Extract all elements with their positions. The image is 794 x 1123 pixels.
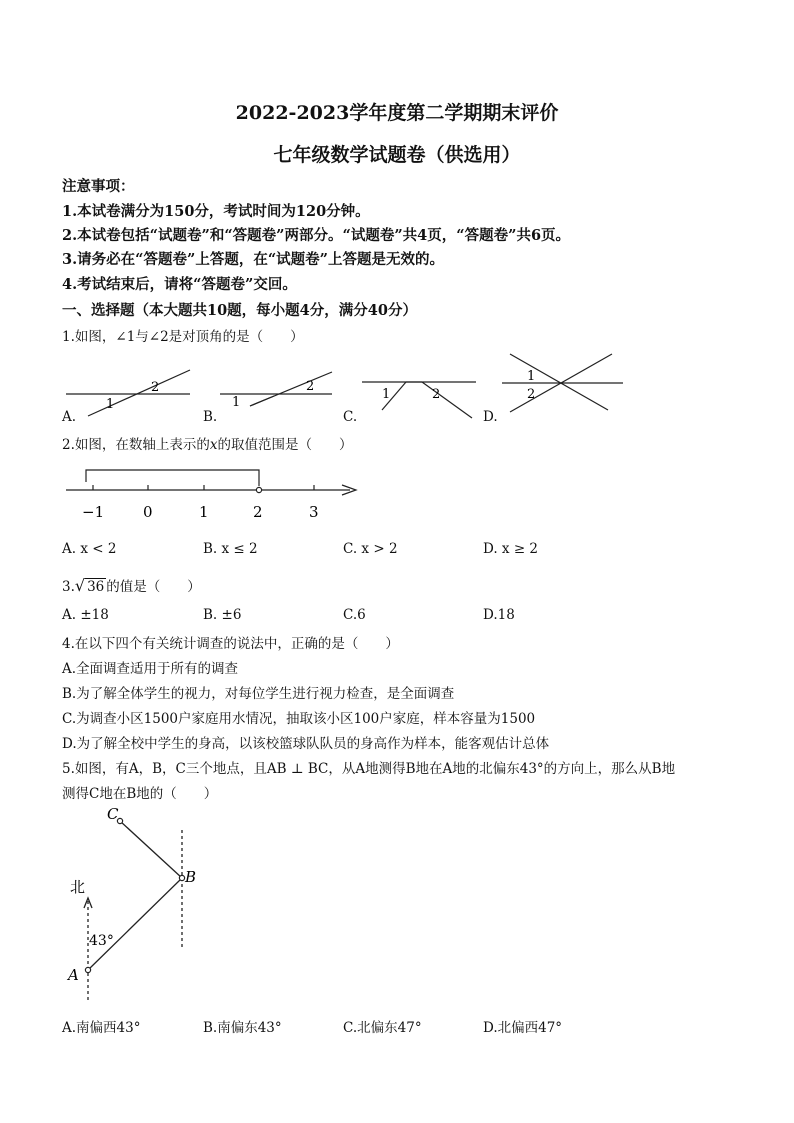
- exam-title: 2022-2023学年度第二学期期末评价: [235, 102, 559, 124]
- q1a-angle-2: 2: [151, 380, 160, 395]
- q5-option-c: C.北偏东47°: [343, 1020, 422, 1036]
- q3-stem: 3.√ 36 的值是（ ）: [62, 576, 201, 595]
- q2-variable: x: [209, 437, 218, 453]
- section-heading: 一、选择题（本大题共10题，每小题4分，满分40分）: [62, 302, 417, 319]
- q1-figure-d: [502, 354, 623, 412]
- q5-point-a: A: [68, 966, 79, 984]
- q5-option-a: A.南偏西43°: [62, 1020, 141, 1036]
- q1-stem: 1.如图，∠1与∠2是对顶角的是（ ）: [62, 329, 304, 345]
- q2-tick-1: 1: [199, 503, 209, 521]
- q4-stem: 4.在以下四个有关统计调查的说法中，正确的是（ ）: [62, 636, 399, 652]
- q2-option-b: B. x ≤ 2: [203, 541, 258, 557]
- q1b-angle-2: 2: [306, 379, 315, 394]
- q1-option-c: C.: [343, 409, 358, 425]
- q2-tick-3: 3: [309, 503, 319, 521]
- q1-option-a: A.: [62, 409, 77, 425]
- q4-option-b: B.为了解全体学生的视力，对每位学生进行视力检查，是全面调查: [62, 686, 455, 702]
- q1c-angle-1: 1: [382, 387, 391, 402]
- note-1: 1.本试卷满分为150分，考试时间为120分钟。: [62, 203, 370, 220]
- q1d-angle-2: 2: [527, 387, 536, 402]
- q1b-angle-1: 1: [232, 395, 241, 410]
- q2-option-a: A. x < 2: [62, 541, 117, 557]
- q2-stem: 2.如图，在数轴上表示的x的取值范围是（ ）: [62, 437, 353, 453]
- q2-option-c: C. x > 2: [343, 541, 398, 557]
- exam-subtitle: 七年级数学试题卷（供选用）: [273, 144, 521, 166]
- q5-stem-line1: 5.如图，有A，B，C三个地点，且AB ⊥ BC，从A地测得B地在A地的北偏东43°的方向上，那么从B地: [62, 761, 676, 777]
- q4-option-a: A.全面调查适用于所有的调查: [62, 661, 239, 677]
- note-3: 3.请务必在“答题卷”上答题，在“试题卷”上答题是无效的。: [62, 251, 444, 268]
- q1-figure-a: [66, 370, 190, 416]
- q1-option-d: D.: [483, 409, 498, 425]
- q2-tick--1: −1: [82, 503, 105, 521]
- q5-figure: [60, 800, 220, 1005]
- q4-option-d: D.为了解全校中学生的身高，以该校篮球队队员的身高作为样本，能客观估计总体: [62, 736, 550, 752]
- q2-tick-2: 2: [253, 503, 263, 521]
- q1-option-b: B.: [203, 409, 218, 425]
- q1-figure-c: [362, 382, 476, 418]
- notes-heading: 注意事项：: [62, 178, 135, 195]
- q1c-angle-2: 2: [432, 387, 441, 402]
- q3-radicand: 36: [87, 579, 105, 595]
- q2-number-line: [60, 464, 370, 524]
- note-2: 2.本试卷包括“试题卷”和“答题卷”两部分。“试题卷”共4页，“答题卷”共6页。: [62, 227, 571, 244]
- q1d-angle-1: 1: [527, 369, 536, 384]
- q3-option-a: A. ±18: [62, 607, 109, 623]
- q3-option-c: C.6: [343, 607, 366, 623]
- q3-option-b: B. ±6: [203, 607, 242, 623]
- q5-angle-label: 43°: [89, 933, 114, 949]
- q5-point-c: C: [107, 805, 119, 823]
- q1a-angle-1: 1: [106, 397, 115, 412]
- q2-option-d: D. x ≥ 2: [483, 541, 539, 557]
- q5-stem-line2: 测得C地在B地的（ ）: [62, 786, 218, 802]
- q5-north-label: 北: [70, 878, 86, 896]
- q3-option-d: D.18: [483, 607, 515, 623]
- q5-option-b: B.南偏东43°: [203, 1020, 282, 1036]
- q5-option-d: D.北偏西47°: [483, 1020, 563, 1036]
- q2-tick-0: 0: [143, 503, 153, 521]
- q4-option-c: C.为调查小区1500户家庭用水情况，抽取该小区100户家庭，样本容量为1500: [62, 711, 536, 727]
- sqrt-symbol: √: [74, 576, 86, 595]
- note-4: 4.考试结束后，请将“答题卷”交回。: [62, 276, 297, 293]
- q5-point-b: B: [185, 868, 197, 886]
